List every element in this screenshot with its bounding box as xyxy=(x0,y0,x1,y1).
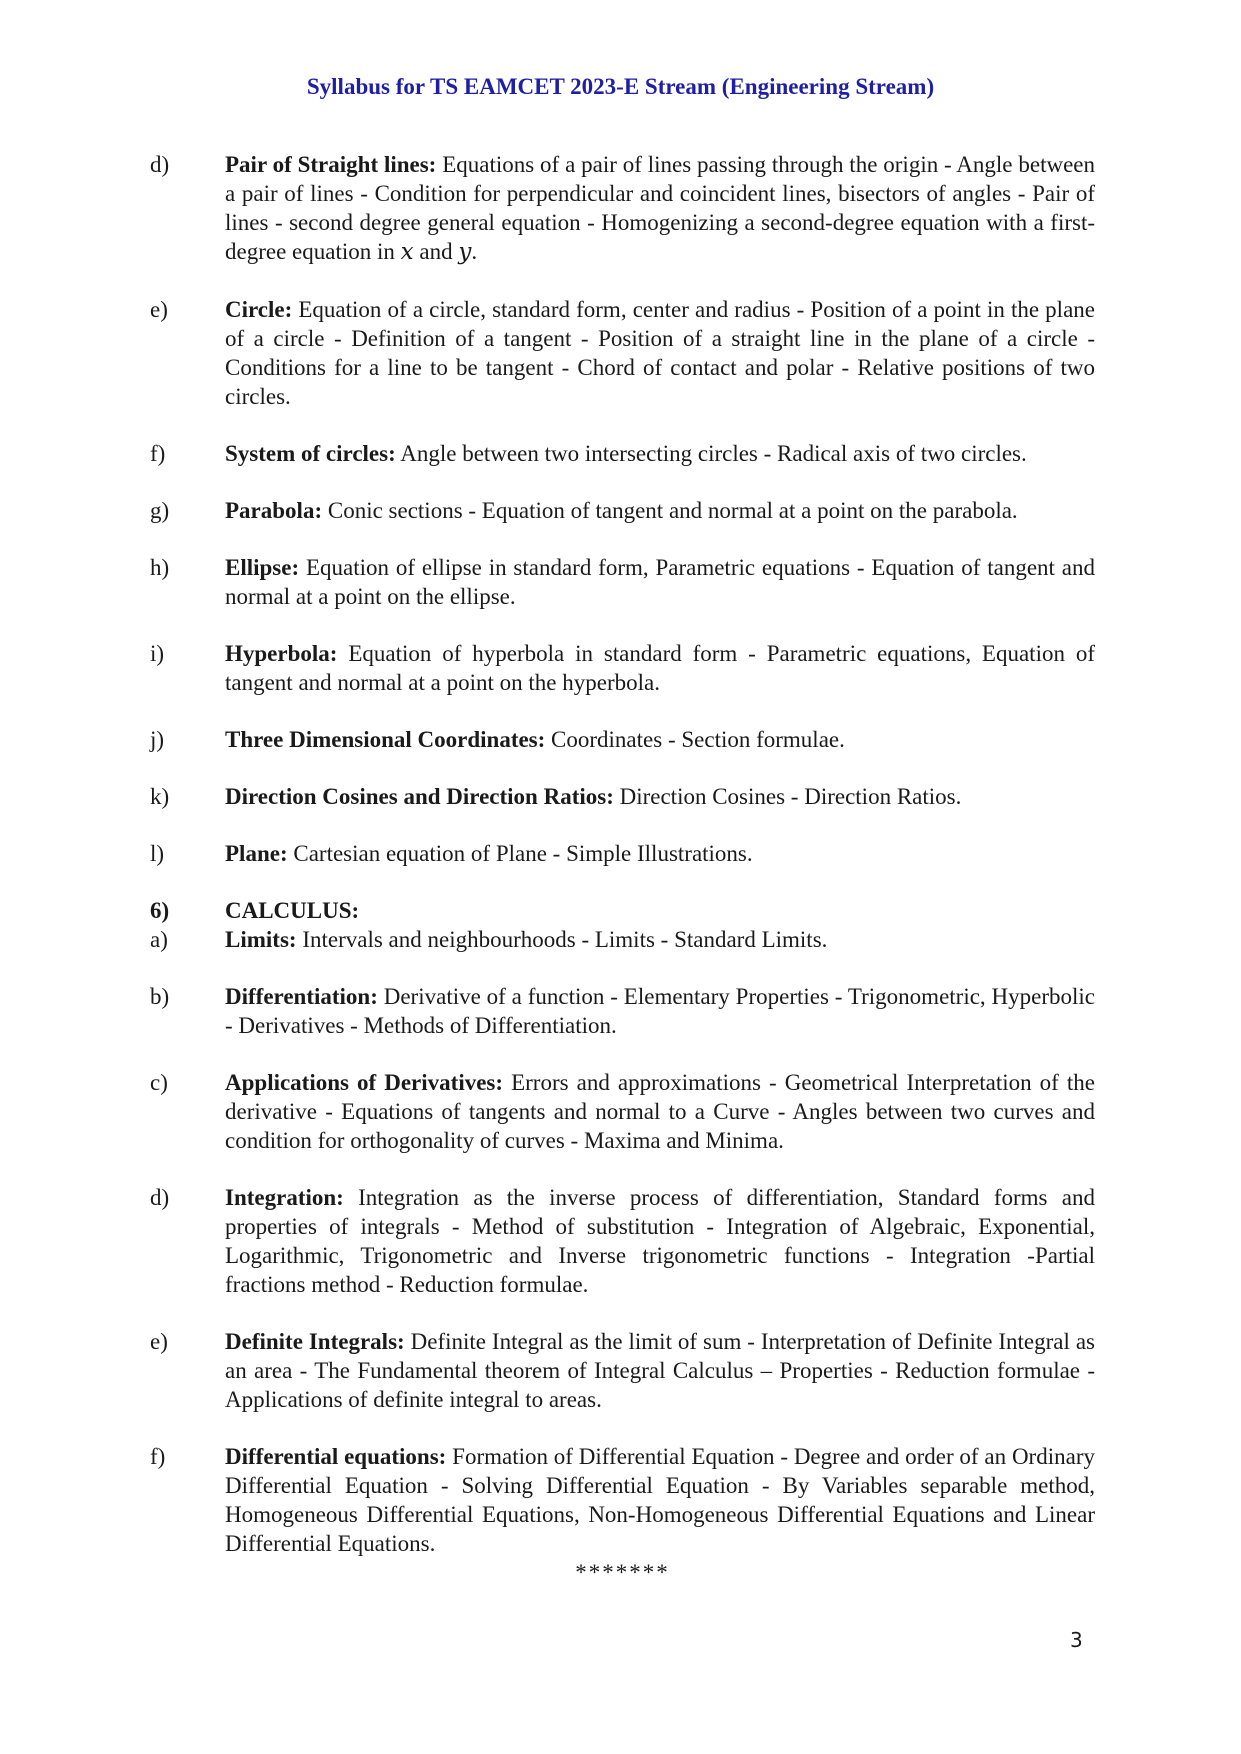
list-item-direction-cosines xyxy=(150,782,1095,811)
list-item-ellipse xyxy=(150,553,1095,611)
list-item-differentiation xyxy=(150,982,1095,1040)
item-label: k) xyxy=(150,784,170,809)
item-term: Ellipse: xyxy=(225,555,300,580)
item-term: Definite Integrals: xyxy=(225,1329,405,1354)
item-term: Differential equations: xyxy=(225,1444,447,1469)
item-text xyxy=(225,925,1095,954)
item-term: Differentiation: xyxy=(225,984,378,1009)
item-label: f) xyxy=(150,1444,166,1469)
item-label: e) xyxy=(150,1329,168,1354)
item-text xyxy=(225,839,1095,868)
item-description: Cartesian equation of Plane - Simple Illustrations. xyxy=(287,841,753,866)
list-item-definite-integrals xyxy=(150,1327,1095,1414)
math-var-x: x xyxy=(400,239,414,265)
item-text xyxy=(225,982,1095,1040)
item-text xyxy=(225,1068,1095,1155)
list-item-three-dimensional-coordinates xyxy=(150,725,1095,754)
item-label: i) xyxy=(150,641,165,666)
item-text xyxy=(225,295,1095,411)
syllabus-content xyxy=(150,150,1095,1587)
item-term: Applications of Derivatives: xyxy=(225,1070,504,1095)
item-text xyxy=(225,1327,1095,1414)
item-label: d) xyxy=(150,152,170,177)
item-text xyxy=(225,725,1095,754)
item-term: System of circles: xyxy=(225,441,396,466)
item-description: Equation of ellipse in standard form, Parametric equations - Equation of tangent and normal at a point on the ellipse. xyxy=(225,555,1095,609)
page-number: 3 xyxy=(1070,1628,1083,1652)
math-var-y: y xyxy=(458,239,472,265)
item-description-mid: and xyxy=(413,239,459,264)
list-item-hyperbola xyxy=(150,639,1095,697)
item-text xyxy=(225,639,1095,697)
item-description: Conic sections - Equation of tangent and normal at a point on the parabola. xyxy=(322,498,1018,523)
item-text xyxy=(225,553,1095,611)
item-description: Equation of hyperbola in standard form - Parametric equations, Equation of tangent and normal at a point on the hyperbola. xyxy=(225,641,1095,695)
item-description: Derivative of a function - Elementary Properties - Trigonometric, Hyperbolic - Derivatives - Methods of Differentiation. xyxy=(225,984,1095,1038)
list-item-differential-equations xyxy=(150,1442,1095,1558)
item-label: a) xyxy=(150,927,168,952)
list-item-system-of-circles xyxy=(150,439,1095,468)
item-text xyxy=(225,1442,1095,1558)
item-description: Equation of a circle, standard form, center and radius - Position of a point in the plane of a circle - Definition of a tangent - Position of a straight line in the plane of a circle - Conditions for a line to be tangent - Chord of contact and polar - Relative positions of two circles. xyxy=(225,297,1095,409)
item-description: Angle between two intersecting circles - Radical axis of two circles. xyxy=(395,441,1027,466)
end-separator: ******* xyxy=(575,1560,670,1585)
item-term: Integration: xyxy=(225,1185,344,1210)
item-term: Plane: xyxy=(225,841,288,866)
item-description: Direction Cosines - Direction Ratios. xyxy=(613,784,962,809)
item-label: d) xyxy=(150,1185,170,1210)
item-description: Formation of Differential Equation - Degree and order of an Ordinary Differential Equation - Solving Differential Equation - By Variables separable method, Homogeneous Differential Equations, Non-Homogeneous Differential Equations and Linear Differential Equations. xyxy=(225,1444,1095,1556)
item-term: Direction Cosines and Direction Ratios: xyxy=(225,784,614,809)
list-item-parabola xyxy=(150,496,1095,525)
item-label: j) xyxy=(150,727,165,752)
item-term: Parabola: xyxy=(225,498,323,523)
item-description: Intervals and neighbourhoods - Limits - Standard Limits. xyxy=(296,927,828,952)
item-description: Coordinates - Section formulae. xyxy=(545,727,845,752)
section-number: 6) xyxy=(150,898,170,923)
item-term: Hyperbola: xyxy=(225,641,338,666)
item-label: e) xyxy=(150,297,168,322)
list-item-integration xyxy=(150,1183,1095,1299)
item-term: Limits: xyxy=(225,927,297,952)
item-label: h) xyxy=(150,555,170,580)
list-item-plane xyxy=(150,839,1095,868)
item-description: Definite Integral as the limit of sum - Interpretation of Definite Integral as an area - The Fundamental theorem of Integral Calculus – Properties - Reduction formulae - Applications of definite integral to areas. xyxy=(225,1329,1095,1412)
item-text xyxy=(225,150,1095,267)
item-description: Errors and approximations - Geometrical Interpretation of the derivative - Equations of tangents and normal to a Curve - Angles between two curves and condition for orthogonality of curves - Maxima and Minima. xyxy=(225,1070,1095,1153)
list-item-pair-of-straight-lines xyxy=(150,150,1095,267)
list-item-applications-of-derivatives xyxy=(150,1068,1095,1155)
item-term: Circle: xyxy=(225,297,293,322)
item-label: l) xyxy=(150,841,165,866)
item-label: f) xyxy=(150,441,166,466)
item-text xyxy=(225,782,1095,811)
item-label: c) xyxy=(150,1070,168,1095)
item-text xyxy=(225,439,1095,468)
item-label: b) xyxy=(150,984,170,1009)
item-text xyxy=(225,496,1095,525)
item-description: Integration as the inverse process of differentiation, Standard forms and properties of integrals - Method of substitution - Integration of Algebraic, Exponential, Logarithmic, Trigonometric and Inverse trigonometric functions - Integration -Partial fractions method - Reduction formulae. xyxy=(225,1185,1095,1297)
item-label: g) xyxy=(150,498,170,523)
item-term: Pair of Straight lines: xyxy=(225,152,437,177)
section-title: CALCULUS: xyxy=(225,898,360,923)
page-title: Syllabus for TS EAMCET 2023-E Stream (Engineering Stream) xyxy=(306,74,935,99)
section-heading-calculus xyxy=(150,896,1095,925)
item-term: Three Dimensional Coordinates: xyxy=(225,727,546,752)
item-description-end: . xyxy=(471,239,478,264)
list-item-limits xyxy=(150,925,1095,954)
list-item-circle xyxy=(150,295,1095,411)
item-text xyxy=(225,1183,1095,1299)
item-description: Equations of a pair of lines passing through the origin - Angle between a pair of lines - Condition for perpendicular and coincident lines, bisectors of angles - Pair of lines - second degree general equation - Homogenizing a second-degree equation with a first-degree equation in xyxy=(225,152,1095,264)
